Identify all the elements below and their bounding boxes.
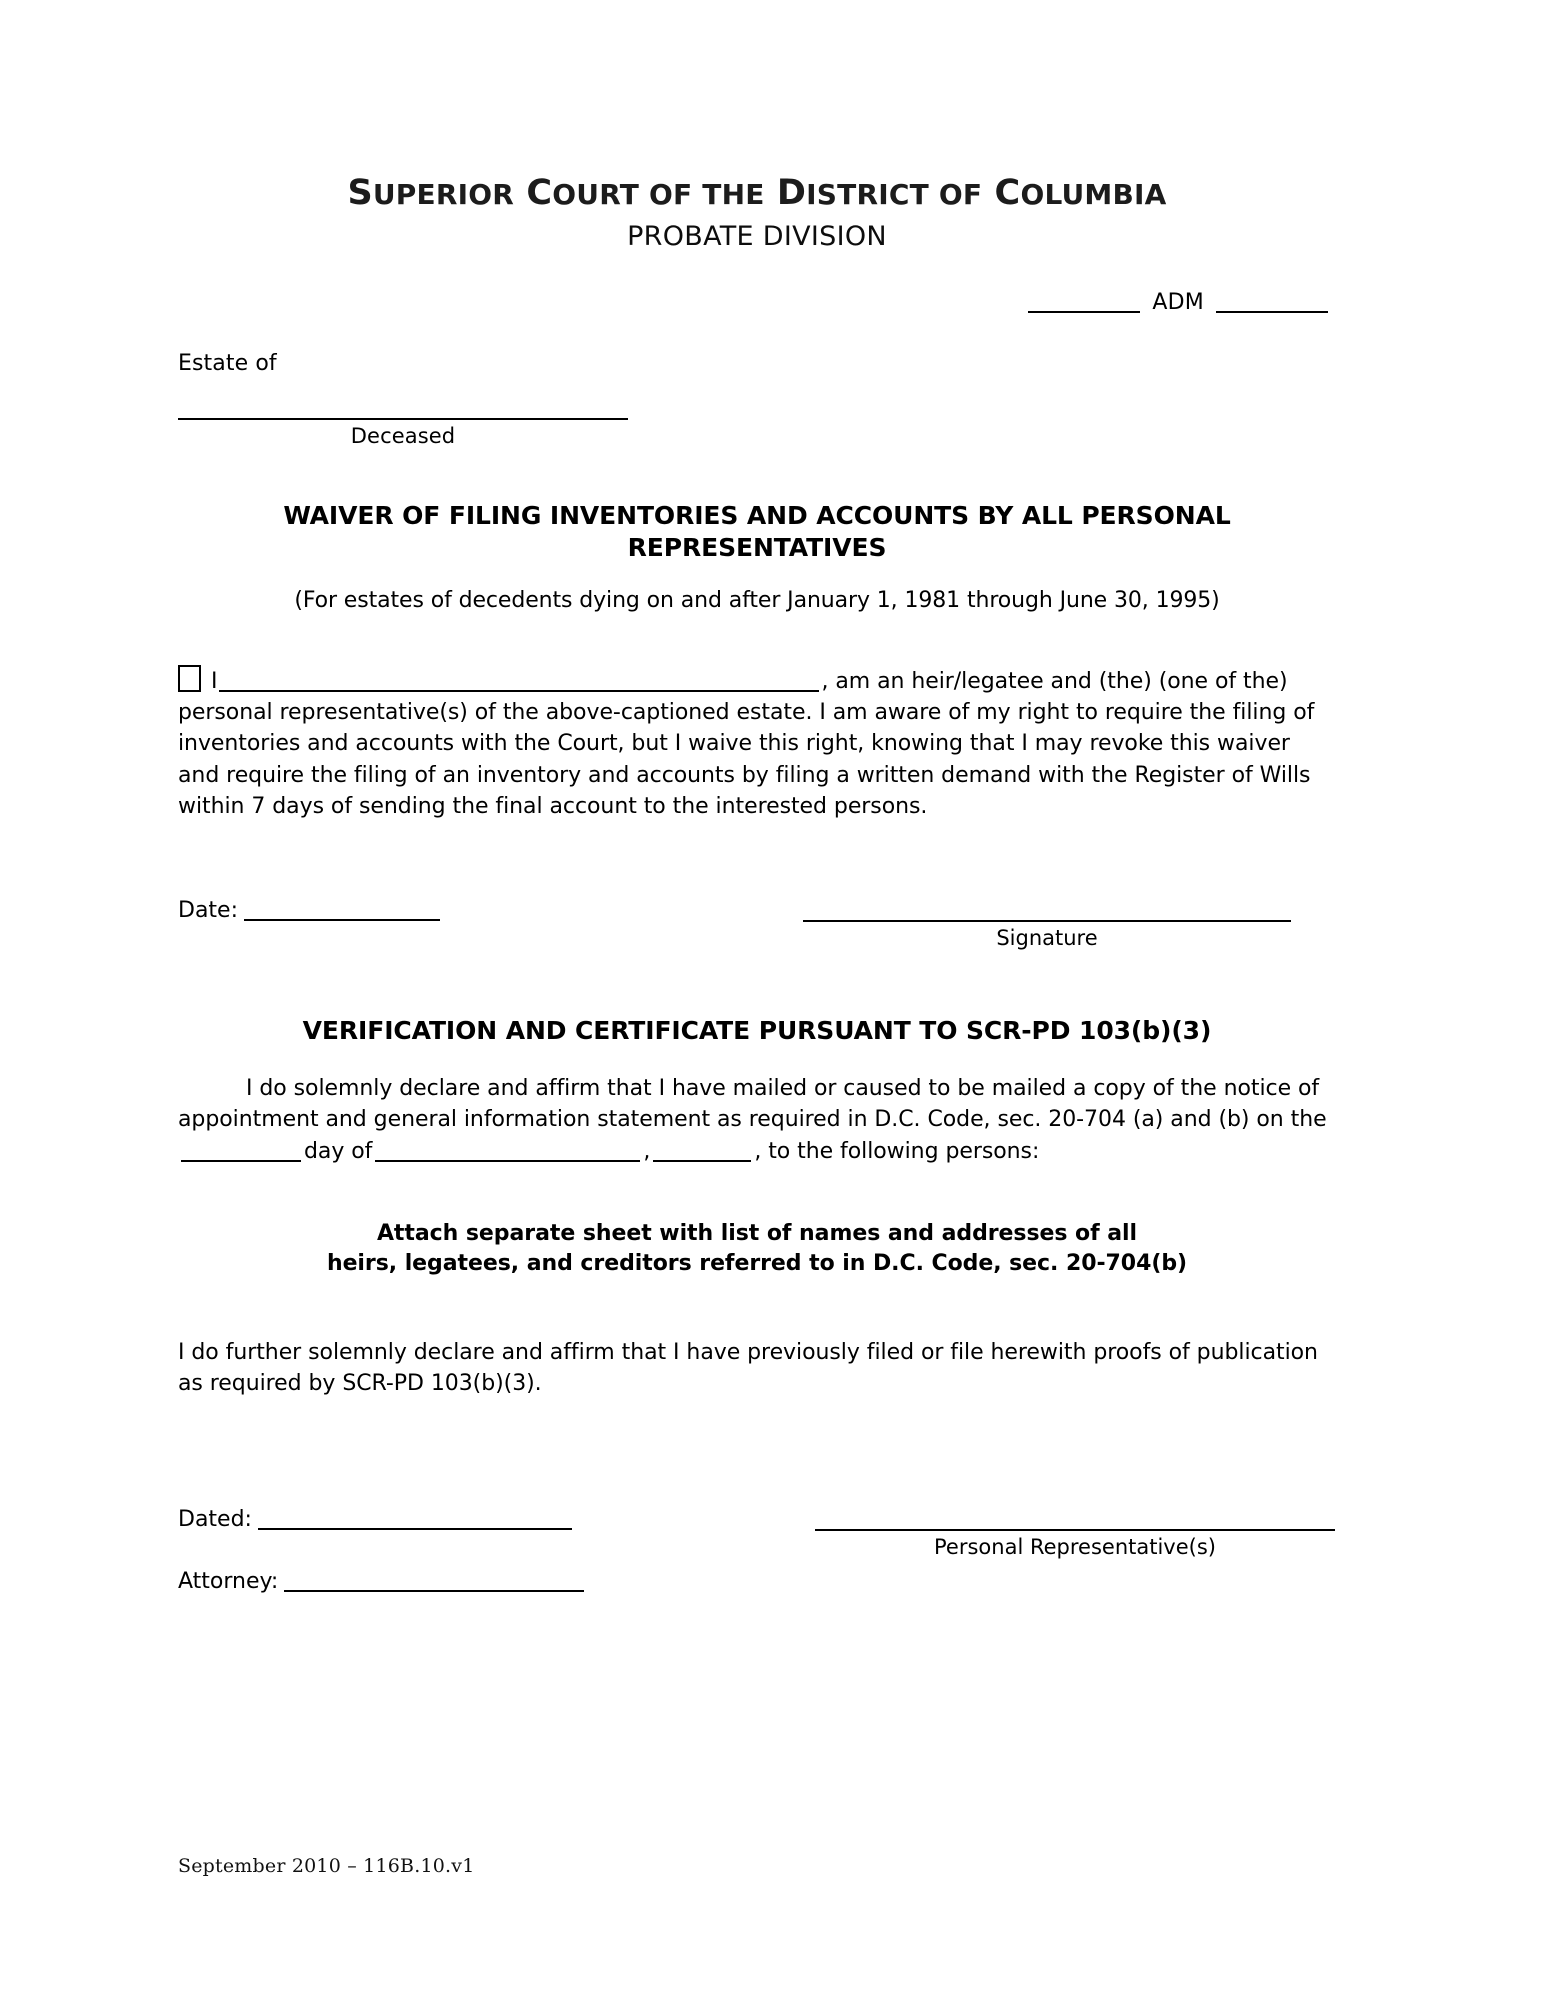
signature-field[interactable]: [803, 898, 1291, 922]
date-field[interactable]: [244, 919, 440, 921]
dated-label: Dated:: [178, 1507, 252, 1533]
case-number-prefix-field[interactable]: [1028, 311, 1140, 313]
verification-body-part2: day of: [304, 1138, 373, 1164]
date-label: Date:: [178, 898, 238, 924]
attorney-label: Attorney:: [178, 1569, 279, 1595]
case-number-suffix-field[interactable]: [1216, 311, 1328, 313]
date-signature-row: [178, 898, 1336, 968]
attach-note-line1: Attach separate sheet with list of names and addresses of all: [376, 1220, 1138, 1246]
court-title-part: OLUMBIA: [1020, 178, 1167, 211]
decedent-name-field[interactable]: [178, 418, 628, 420]
adm-label: ADM: [1152, 290, 1204, 315]
court-title-part: UPERIOR: [372, 178, 515, 211]
personal-representative-label: Personal Representative(s): [934, 1535, 1216, 1560]
verification-comma: ,: [643, 1138, 651, 1164]
attorney-cell: [178, 1569, 584, 1594]
document-content: [178, 0, 1336, 1627]
court-title-part: D: [764, 173, 807, 213]
verification-paragraph: [178, 1073, 1336, 1167]
waiver-checkbox[interactable]: [178, 665, 201, 692]
form-heading-line1: WAIVER OF FILING INVENTORIES AND ACCOUNTS BY ALL PERSONAL: [283, 501, 1231, 530]
form-revision-footer: September 2010 – 116B.10.v1: [178, 1855, 475, 1877]
attach-note-line2: heirs, legatees, and creditors referred to in D.C. Code, sec. 20-704(b): [326, 1250, 1188, 1276]
closing-row: [178, 1507, 1336, 1627]
waiver-lead-pronoun: I: [211, 669, 218, 694]
form-subheading: (For estates of decedents dying on and after January 1, 1981 through June 30, 1995): [294, 588, 1220, 613]
waiver-name-field[interactable]: [219, 690, 819, 692]
waiver-paragraph: [178, 665, 1336, 822]
court-title-part: ISTRICT OF: [806, 178, 983, 211]
dated-cell: [178, 1507, 572, 1532]
personal-representative-cell: [815, 1507, 1335, 1559]
personal-representative-signature-field[interactable]: [815, 1507, 1335, 1531]
attach-sheet-note: [178, 1219, 1336, 1279]
mailing-year-field[interactable]: [653, 1160, 751, 1162]
mailing-day-field[interactable]: [181, 1160, 301, 1162]
attorney-field[interactable]: [284, 1590, 584, 1592]
date-cell: [178, 898, 440, 923]
verification-heading: VERIFICATION AND CERTIFICATE PURSUANT TO SCR-PD 103(b)(3): [302, 1016, 1212, 1046]
court-title-part: S: [347, 173, 373, 213]
court-title-part: OURT OF THE: [552, 178, 765, 211]
court-title: [178, 173, 1336, 213]
verification-body-part1: I do solemnly declare and affirm that I have mailed or caused to be mailed a copy of the notice of appointment and general information statement as required in D.C. Code, sec. 20-704 (a) and (b) on the: [178, 1076, 1327, 1133]
mailing-month-field[interactable]: [375, 1160, 640, 1162]
division-subtitle: PROBATE DIVISION: [627, 221, 887, 252]
deceased-label: Deceased: [350, 424, 456, 448]
dated-field[interactable]: [258, 1528, 572, 1530]
signature-cell: [803, 898, 1291, 950]
form-heading-line2: REPRESENTATIVES: [627, 533, 887, 562]
court-title-part: C: [982, 173, 1021, 213]
signature-label: Signature: [996, 926, 1098, 951]
case-number-row: [178, 290, 1336, 315]
verification-body-part3: , to the following persons:: [754, 1138, 1040, 1164]
court-title-part: C: [514, 173, 553, 213]
further-declaration-paragraph: I do further solemnly declare and affirm that I have previously filed or file herewith proofs of publication as required by SCR-PD 103(b)(3).: [178, 1339, 1318, 1396]
form-heading: [178, 500, 1336, 564]
estate-of-label: Estate of: [178, 351, 277, 376]
waiver-body-text: , am an heir/legatee and (the) (one of the) personal representative(s) of the above-captioned estate. I am aware of my right to require the filing of inventories and accounts with the Court, but I waive this right, knowing that I may revoke this waiver and require the filing of an inventory and accounts by filing a written demand with the Register of Wills within 7 days of sending the final account to the interested persons.: [178, 669, 1315, 819]
